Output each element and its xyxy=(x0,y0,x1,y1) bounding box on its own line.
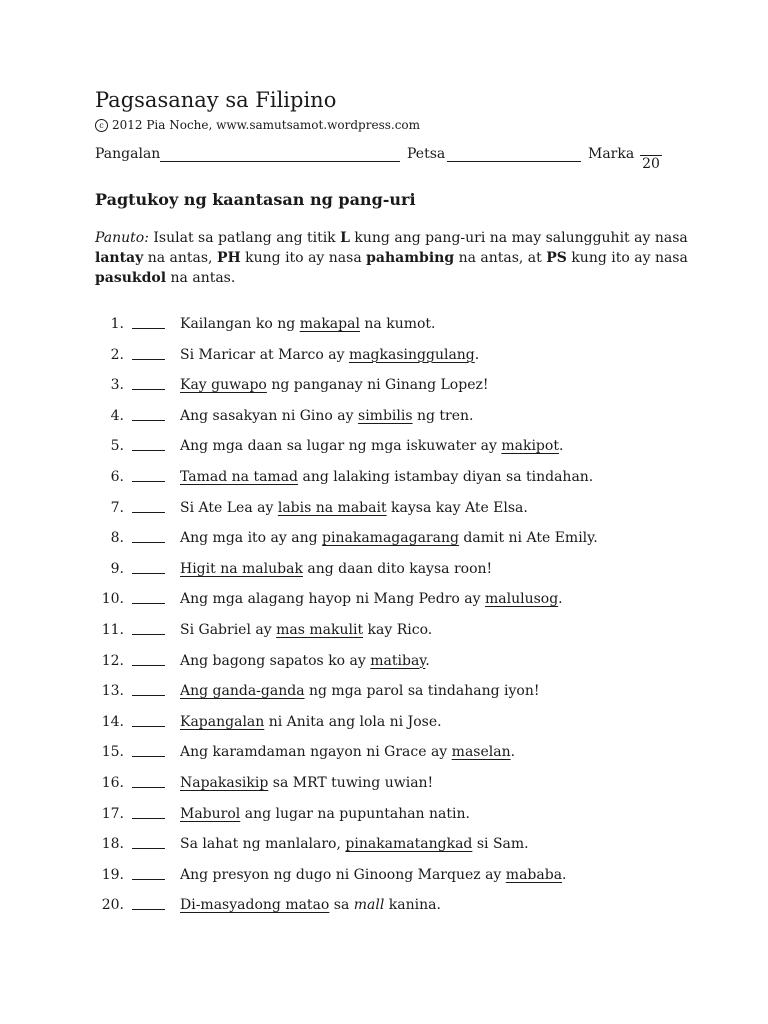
sentence-text: sa xyxy=(329,897,354,914)
answer-blank[interactable] xyxy=(132,665,165,666)
question-number: 2. xyxy=(110,346,124,363)
question-number: 3. xyxy=(110,377,124,394)
sentence-text: ni Anita ang lola ni Jose. xyxy=(264,713,442,730)
sentence-text: Si Ate Lea ay xyxy=(180,499,278,516)
sentence-text: Sa lahat ng manlalaro, xyxy=(180,836,346,853)
question-number: 17. xyxy=(101,805,124,822)
answer-blank[interactable] xyxy=(132,879,165,880)
underlined-adjective: Kay guwapo xyxy=(180,377,267,394)
answer-blank[interactable] xyxy=(132,695,165,696)
answer-blank[interactable] xyxy=(132,726,165,727)
question-number: 10. xyxy=(101,591,124,608)
sentence-text: Ang presyon ng dugo ni Ginoong Marquez ay xyxy=(180,866,506,883)
question-item xyxy=(95,712,695,743)
sentence-text: Kailangan ko ng xyxy=(180,316,300,332)
question-sentence xyxy=(180,528,598,548)
question-sentence xyxy=(180,834,529,854)
sentence-text: kaysa kay Ate Elsa. xyxy=(386,499,528,516)
question-number: 16. xyxy=(101,774,124,791)
underlined-adjective: magkasinggulang xyxy=(348,346,475,363)
sentence-text: na kumot. xyxy=(359,316,436,332)
section-title: Pagtukoy ng kaantasan ng pang-uri xyxy=(95,190,416,209)
underlined-adjective: Ang ganda-ganda xyxy=(180,683,305,700)
student-info-row xyxy=(95,146,675,176)
question-sentence xyxy=(180,436,563,456)
question-item xyxy=(95,681,695,712)
instructions: Panuto: Isulat sa patlang ang titik L kung ang pang-uri na may salungguhit ay nasa lantay na antas, PH kung ito ay nasa pahambing na antas, at PS kung ito ay nasa pasukdol na antas. xyxy=(95,230,688,286)
sentence-text: . xyxy=(510,744,516,761)
score-fraction xyxy=(640,154,662,172)
question-number: 1. xyxy=(110,316,124,332)
question-sentence xyxy=(180,589,563,609)
question-number: 12. xyxy=(101,652,124,669)
answer-blank[interactable] xyxy=(132,573,165,574)
sentence-text: . xyxy=(474,346,480,363)
question-item xyxy=(95,834,695,865)
answer-blank[interactable] xyxy=(132,359,165,360)
sentence-text: Si Maricar at Marco ay xyxy=(180,346,349,363)
answer-blank[interactable] xyxy=(132,818,165,819)
question-item xyxy=(95,528,695,559)
answer-blank[interactable] xyxy=(132,542,165,543)
question-sentence xyxy=(180,559,492,579)
copyright-text: 2012 Pia Noche, www.samutsamot.wordpress.com xyxy=(112,118,421,132)
question-number: 9. xyxy=(110,560,124,577)
underlined-adjective: Higit na malubak xyxy=(180,560,303,577)
sentence-text: kay Rico. xyxy=(363,621,433,638)
question-item xyxy=(95,589,695,620)
answer-blank[interactable] xyxy=(132,328,165,329)
sentence-text: . xyxy=(425,652,430,669)
sentence-text: Ang bagong sapatos ko ay xyxy=(180,652,371,669)
answer-blank[interactable] xyxy=(132,450,165,451)
question-sentence xyxy=(180,742,515,762)
sentence-text: kanina. xyxy=(384,897,441,914)
answer-blank[interactable] xyxy=(132,909,165,910)
question-number: 14. xyxy=(101,713,124,730)
question-list xyxy=(95,314,695,926)
copyright-icon: c xyxy=(95,119,108,132)
name-label: Pangalan xyxy=(95,146,161,162)
question-sentence xyxy=(180,467,593,487)
score-total: 20 xyxy=(642,156,660,172)
underlined-adjective: pinakamagagarang xyxy=(322,530,459,547)
question-sentence xyxy=(180,620,432,640)
sentence-text: Ang mga daan sa lugar ng mga iskuwater ay xyxy=(180,438,502,455)
underlined-adjective: simbilis xyxy=(358,407,413,424)
sentence-text: ang lugar na pupuntahan natin. xyxy=(240,805,470,822)
question-sentence xyxy=(180,773,433,793)
answer-blank[interactable] xyxy=(132,420,165,421)
question-number: 4. xyxy=(110,407,124,424)
question-item xyxy=(95,651,695,682)
sentence-text: ng panganay ni Ginang Lopez! xyxy=(266,377,489,394)
underlined-adjective: Di-masyadong matao xyxy=(180,897,330,914)
answer-blank[interactable] xyxy=(132,848,165,849)
underlined-adjective: malulusog xyxy=(484,591,559,608)
underlined-adjective: makapal xyxy=(299,316,360,332)
instructions-label: Panuto: xyxy=(95,230,149,246)
page-title: Pagsasanay sa Filipino xyxy=(95,88,337,112)
underlined-adjective: Maburol xyxy=(180,805,241,822)
underlined-adjective: Kapangalan xyxy=(180,713,265,730)
question-item xyxy=(95,406,695,437)
underlined-adjective: pinakamatangkad xyxy=(345,836,473,853)
sentence-text: ang daan dito kaysa roon! xyxy=(302,560,493,577)
question-item xyxy=(95,865,695,896)
question-item xyxy=(95,436,695,467)
question-number: 15. xyxy=(101,744,124,761)
italic-word: mall xyxy=(353,897,385,914)
answer-blank[interactable] xyxy=(132,389,165,390)
underlined-adjective: Napakasikip xyxy=(180,774,269,791)
question-item xyxy=(95,804,695,835)
question-number: 5. xyxy=(110,438,124,455)
answer-blank[interactable] xyxy=(132,603,165,604)
question-item xyxy=(95,314,695,345)
question-item xyxy=(95,375,695,406)
question-number: 20. xyxy=(101,897,124,914)
question-item xyxy=(95,559,695,590)
question-number: 13. xyxy=(101,683,124,700)
sentence-text: ang lalaking istambay diyan sa tindahan. xyxy=(298,468,594,485)
sentence-text: . xyxy=(562,866,567,883)
question-item xyxy=(95,773,695,804)
question-number: 11. xyxy=(101,621,124,638)
underlined-adjective: mababa xyxy=(505,866,563,883)
answer-blank[interactable] xyxy=(132,481,165,482)
answer-blank[interactable] xyxy=(132,787,165,788)
sentence-text: . xyxy=(558,438,564,455)
underlined-adjective: maselan xyxy=(451,744,511,761)
answer-blank[interactable] xyxy=(132,512,165,513)
question-item xyxy=(95,498,695,529)
answer-blank[interactable] xyxy=(132,756,165,757)
sentence-text: damit ni Ate Emily. xyxy=(458,530,598,547)
date-field[interactable] xyxy=(447,161,581,162)
underlined-adjective: Tamad na tamad xyxy=(180,468,299,485)
copyright-line xyxy=(95,118,420,132)
sentence-text: Ang mga ito ay ang xyxy=(180,530,323,547)
underlined-adjective: labis na mabait xyxy=(277,499,387,516)
question-number: 7. xyxy=(110,499,124,516)
sentence-text: si Sam. xyxy=(472,836,529,853)
question-sentence xyxy=(180,804,470,824)
name-field[interactable] xyxy=(160,161,400,162)
question-number: 19. xyxy=(101,866,124,883)
question-item xyxy=(95,467,695,498)
underlined-adjective: matibay xyxy=(370,652,426,669)
question-item xyxy=(95,345,695,376)
question-sentence xyxy=(180,314,436,334)
question-item xyxy=(95,620,695,651)
question-number: 8. xyxy=(110,530,124,547)
question-item xyxy=(95,895,695,926)
underlined-adjective: makipot xyxy=(501,438,559,455)
question-number: 6. xyxy=(110,468,124,485)
question-number: 18. xyxy=(101,836,124,853)
question-item xyxy=(95,742,695,773)
sentence-text: ng mga parol sa tindahang iyon! xyxy=(304,683,540,700)
question-sentence xyxy=(180,651,430,671)
sentence-text: Ang mga alagang hayop ni Mang Pedro ay xyxy=(180,591,485,608)
sentence-text: Ang karamdaman ngayon ni Grace ay xyxy=(180,744,452,761)
question-sentence xyxy=(180,345,479,365)
sentence-text: . xyxy=(558,591,563,608)
answer-blank[interactable] xyxy=(132,634,165,635)
question-sentence xyxy=(180,712,442,732)
sentence-text: ng tren. xyxy=(412,407,474,424)
date-label: Petsa xyxy=(407,146,446,162)
question-sentence xyxy=(180,498,528,518)
underlined-adjective: mas makulit xyxy=(276,621,364,638)
question-sentence xyxy=(180,681,539,701)
sentence-text: Si Gabriel ay xyxy=(180,621,277,638)
sentence-text: Ang sasakyan ni Gino ay xyxy=(180,407,359,424)
question-sentence xyxy=(180,375,488,395)
question-sentence xyxy=(180,895,441,915)
score-label: Marka xyxy=(588,146,635,162)
question-sentence xyxy=(180,865,567,885)
question-sentence xyxy=(180,406,474,426)
sentence-text: sa MRT tuwing uwian! xyxy=(268,774,434,791)
